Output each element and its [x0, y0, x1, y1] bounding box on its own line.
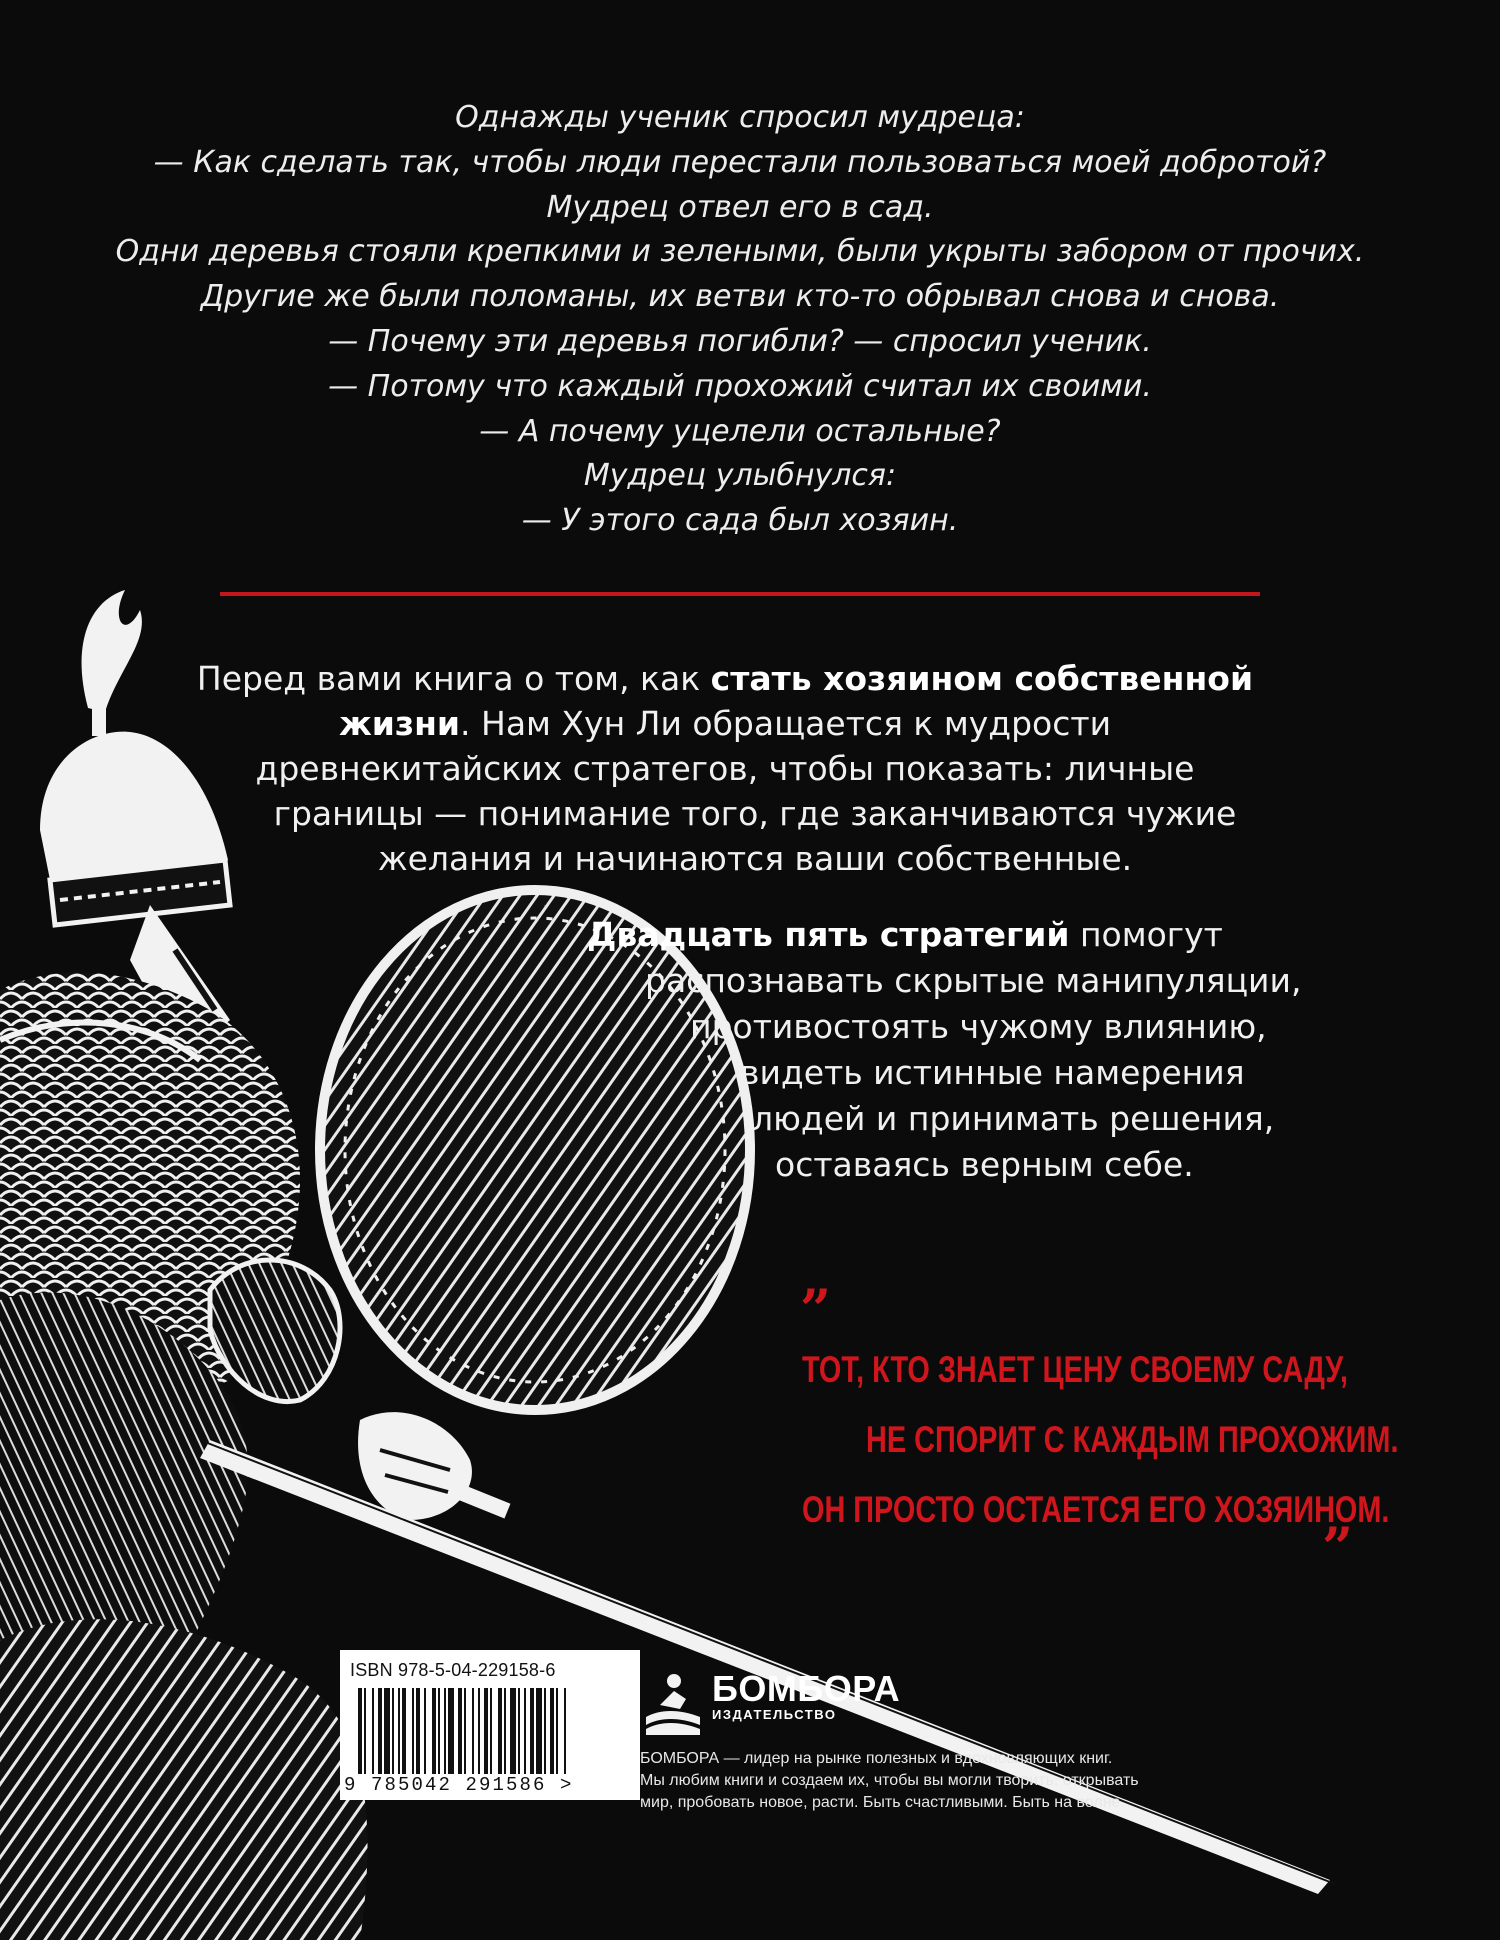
publisher-description-line: Мы любим книги и создаем их, чтобы вы могли творить, открывать: [640, 1772, 1139, 1789]
barcode-bar: [550, 1688, 554, 1774]
intro-bold: жизни: [338, 704, 461, 743]
parable-line: Одни деревья стояли крепкими и зелеными, были укрыты забором от прочих.: [115, 234, 1365, 270]
publisher-description: [640, 1748, 1240, 1814]
barcode-bar: [438, 1688, 440, 1774]
barcode-bar: [398, 1688, 400, 1774]
barcode-bar: [432, 1688, 436, 1774]
red-divider: [220, 592, 1260, 596]
barcode-icon: [358, 1688, 626, 1774]
open-quote-mark: ”: [800, 1277, 832, 1341]
quote-line: ТОТ, КТО ЗНАЕТ ЦЕНУ СВОЕМУ САДУ,: [802, 1349, 1348, 1390]
barcode-bar: [416, 1688, 420, 1774]
barcode-bar: [564, 1688, 566, 1774]
strategies-line: [587, 912, 1223, 958]
parable-line: Мудрец улыбнулся:: [583, 458, 897, 494]
strategies-line: распознавать скрытые манипуляции,: [645, 961, 1302, 1000]
quote-line: НЕ СПОРИТ С КАЖДЫМ ПРОХОЖИМ.: [866, 1419, 1399, 1460]
barcode-bar: [444, 1688, 446, 1774]
parable-line: Однажды ученик спросил мудреца:: [455, 100, 1025, 135]
intro-line: границы — понимание того, где заканчиваются чужие: [273, 794, 1237, 833]
helmet-plume-shape: [82, 590, 142, 712]
publisher-subtitle: ИЗДАТЕЛЬСТВО: [712, 1707, 837, 1722]
barcode-bar: [372, 1688, 374, 1774]
parable-line: — Как сделать так, чтобы люди перестали пользоваться моей добротой?: [153, 144, 1327, 180]
barcode-bar: [472, 1688, 474, 1774]
strategies-line: противостоять чужому влиянию,: [690, 1007, 1267, 1046]
parable-line: — А почему уцелели остальные?: [479, 413, 1001, 449]
isbn-digits: 9 785042 291586 >: [344, 1774, 574, 1796]
publisher-description-line: мир, пробовать новое, расти. Быть счастливыми. Быть на волне.: [640, 1794, 1125, 1811]
strategies-line: людей и принимать решения,: [752, 1099, 1275, 1138]
strategies-bold: Двадцать пять стратегий: [587, 915, 1070, 954]
intro-paragraph: [150, 656, 1300, 881]
barcode-bar: [458, 1688, 462, 1774]
barcode-bar: [504, 1688, 506, 1774]
barcode-bar: [478, 1688, 480, 1774]
barcode-bar: [536, 1688, 542, 1774]
parable-line: Другие же были поломаны, их ветви кто-то обрывал снова и снова.: [200, 279, 1280, 315]
publisher-name: БОМБОРА: [712, 1668, 901, 1709]
parable-text: [0, 96, 1480, 544]
parable-line: — Потому что каждый прохожий считал их своими.: [328, 368, 1152, 404]
barcode-bar: [358, 1688, 362, 1774]
barcode-bar: [530, 1688, 534, 1774]
barcode-bar: [556, 1688, 558, 1774]
barcode-bar: [464, 1688, 466, 1774]
barcode-bar: [524, 1688, 526, 1774]
barcode-bar: [424, 1688, 426, 1774]
armor-shape: [0, 973, 368, 1940]
intro-line: [150, 656, 1300, 701]
intro-line: древнекитайских стратегов, чтобы показать: личные: [255, 749, 1195, 788]
barcode-bar: [378, 1688, 382, 1774]
intro-text: Перед вами книга о том, как: [196, 659, 711, 698]
parable-line: Мудрец отвел его в сад.: [546, 189, 934, 225]
strategies-line: оставаясь верным себе.: [775, 1145, 1194, 1184]
strategies-line: видеть истинные намерения: [740, 1053, 1245, 1092]
quote-line: ОН ПРОСТО ОСТАЕТСЯ ЕГО ХОЗЯИНОМ.: [802, 1489, 1390, 1530]
intro-text: . Нам Хун Ли обращается к мудрости: [460, 704, 1112, 743]
barcode-bar: [510, 1688, 516, 1774]
parable-line: — У этого сада был хозяин.: [521, 503, 959, 539]
barcode-bar: [402, 1688, 406, 1774]
close-quote-mark: ”: [1322, 1515, 1354, 1579]
intro-line: [150, 701, 1300, 746]
isbn-label: ISBN 978-5-04-229158-6: [350, 1660, 556, 1680]
intro-bold: стать хозяином собственной: [710, 659, 1254, 698]
isbn-barcode-block: [340, 1650, 640, 1800]
barcode-bar: [392, 1688, 394, 1774]
barcode-bar: [490, 1688, 492, 1774]
barcode-bar: [364, 1688, 366, 1774]
barcode-bar: [484, 1688, 488, 1774]
barcode-bar: [518, 1688, 520, 1774]
barcode-bar: [544, 1688, 546, 1774]
barcode-bar: [448, 1688, 454, 1774]
barcode-bar: [498, 1688, 502, 1774]
strategies-text: помогут: [1069, 915, 1223, 954]
intro-line: желания и начинаются ваши собственные.: [377, 839, 1133, 878]
barcode-bar: [384, 1688, 390, 1774]
publisher-description-line: БОМБОРА — лидер на рынке полезных и вдохновляющих книг.: [640, 1750, 1113, 1767]
parable-line: — Почему эти деревья погибли? — спросил ученик.: [328, 323, 1152, 359]
barcode-bar: [412, 1688, 414, 1774]
